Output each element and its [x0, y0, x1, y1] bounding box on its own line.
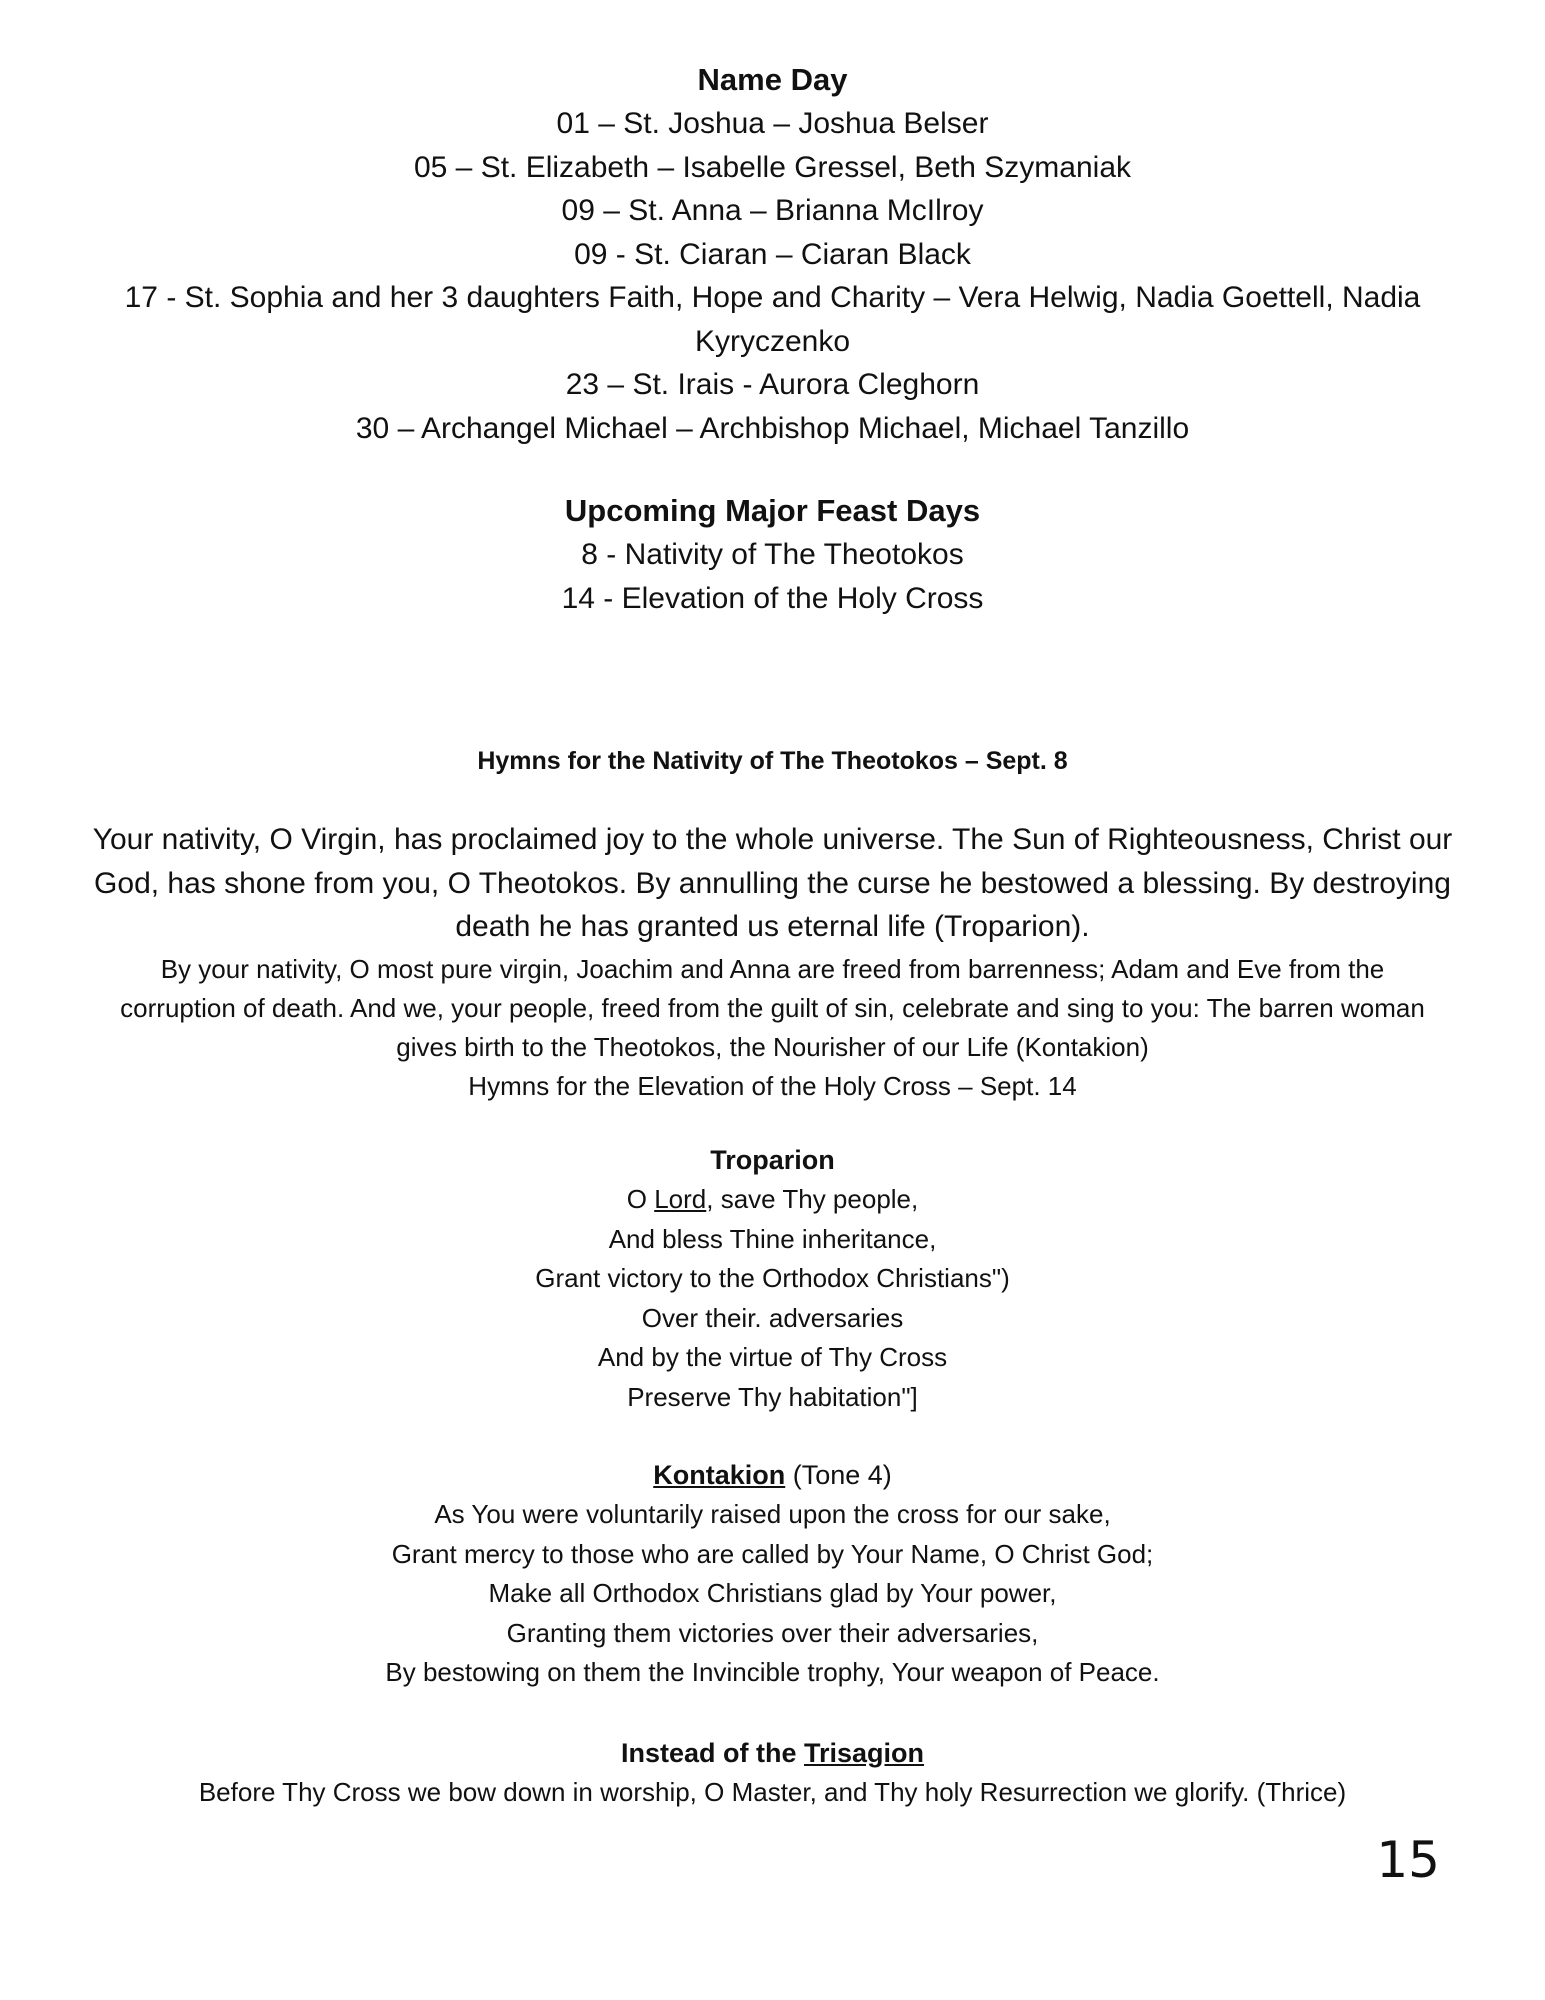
feast-day-entry: 8 - Nativity of The Theotokos	[581, 538, 964, 571]
name-day-entry: 17 - St. Sophia and her 3 daughters Faith, Hope and Charity – Vera Helwig, Nadia Goettell, Nadia Kyryczenko	[124, 281, 1421, 358]
nativity-hymns-heading: Hymns for the Nativity of The Theotokos – Sept. 8	[477, 747, 1068, 775]
feast-days-section	[90, 489, 1455, 620]
trisagion-link[interactable]: Trisagion	[803, 1738, 925, 1768]
kontakion-line: As You were voluntarily raised upon the cross for our sake,	[434, 1499, 1111, 1529]
troparion-heading: Troparion	[710, 1145, 835, 1175]
troparion-line: And by the virtue of Thy Cross	[597, 1342, 948, 1372]
troparion-line: And bless Thine inheritance,	[608, 1223, 937, 1254]
name-day-entry: 09 – St. Anna – Brianna McIlroy	[561, 194, 984, 227]
troparion-section	[90, 1140, 1455, 1417]
trisagion-heading	[90, 1733, 1455, 1773]
feast-day-entry: 14 - Elevation of the Holy Cross	[561, 581, 984, 615]
kontakion-line: Grant mercy to those who are called by Your Name, O Christ God;	[391, 1538, 1154, 1569]
nativity-kontakion-text: By your nativity, O most pure virgin, Joachim and Anna are freed from barrenness; Adam and Eve from the corruption of death. And we, your people, freed from the guilt of sin, celebrate and sing to you: The barren woman gives birth to the Theotokos, the Nourisher of our Life (Kontakion)	[120, 954, 1425, 1062]
trisagion-text: Before Thy Cross we bow down in worship, O Master, and Thy holy Resurrection we glorify. (Thrice)	[198, 1777, 1347, 1807]
nativity-hymns-heading-block	[90, 743, 1455, 779]
name-day-section	[90, 58, 1455, 450]
nativity-troparion-text: Your nativity, O Virgin, has proclaimed joy to the whole universe. The Sun of Righteousness, Christ our God, has shone from you, O Theotokos. By annulling the curse he bestowed a blessing. By destroying death he has granted us eternal life (Troparion).	[92, 823, 1453, 943]
name-day-entry: 05 – St. Elizabeth – Isabelle Gressel, Beth Szymaniak	[413, 150, 1132, 184]
name-day-entry: 30 – Archangel Michael – Archbishop Michael, Michael Tanzillo	[355, 411, 1190, 445]
page-number: 15	[1376, 1831, 1440, 1889]
kontakion-line: Make all Orthodox Christians glad by Your power,	[488, 1578, 1057, 1608]
troparion-line: Grant victory to the Orthodox Christians")	[535, 1263, 1010, 1293]
trisagion-heading-prefix: Instead of the	[620, 1738, 804, 1768]
troparion-line-suffix: , save Thy people,	[706, 1184, 919, 1214]
name-day-heading: Name Day	[697, 62, 848, 97]
troparion-line: Preserve Thy habitation"]	[627, 1381, 918, 1412]
lord-link[interactable]: Lord	[654, 1184, 707, 1214]
troparion-line-prefix: O	[626, 1184, 655, 1214]
kontakion-line: By bestowing on them the Invincible trophy, Your weapon of Peace.	[385, 1657, 1160, 1687]
trisagion-section	[90, 1733, 1455, 1813]
troparion-line	[90, 1180, 1455, 1220]
troparion-line: Over their. adversaries	[641, 1302, 904, 1333]
nativity-kontakion-block	[105, 950, 1440, 1106]
kontakion-heading-line	[90, 1455, 1455, 1495]
name-day-entry: 09 - St. Ciaran – Ciaran Black	[574, 237, 971, 271]
elevation-hymns-heading: Hymns for the Elevation of the Holy Cross – Sept. 14	[468, 1071, 1077, 1101]
name-day-entry: 01 – St. Joshua – Joshua Belser	[556, 107, 989, 140]
kontakion-section	[90, 1455, 1455, 1693]
name-day-entry: 23 – St. Irais - Aurora Cleghorn	[565, 368, 980, 401]
kontakion-heading[interactable]: Kontakion	[653, 1460, 786, 1490]
kontakion-line: Granting them victories over their adversaries,	[506, 1617, 1039, 1648]
nativity-troparion-block	[80, 818, 1465, 949]
feast-days-heading: Upcoming Major Feast Days	[564, 493, 981, 528]
kontakion-tone: (Tone 4)	[785, 1460, 892, 1490]
